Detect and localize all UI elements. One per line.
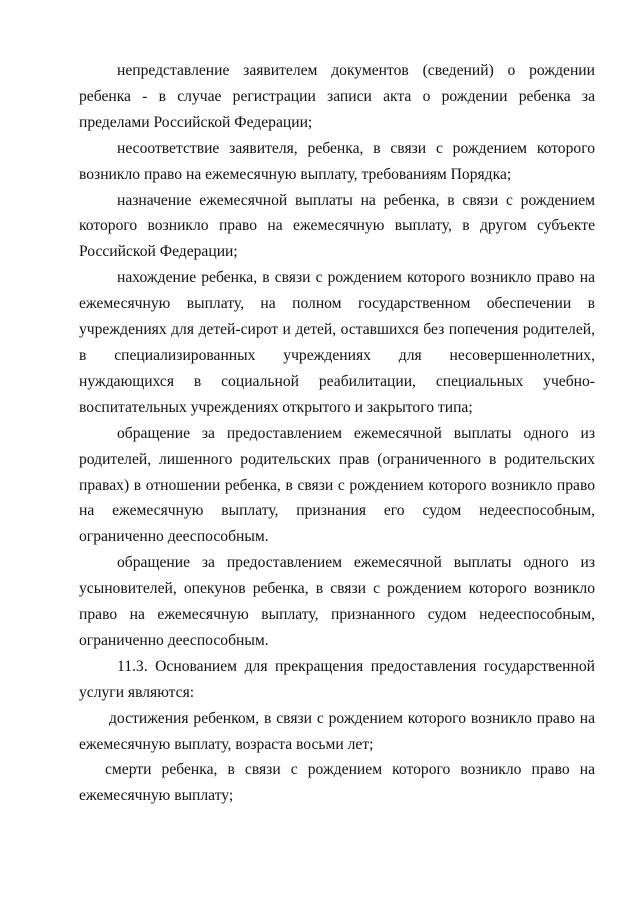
paragraph-full-state-support: нахождение ребенка, в связи с рождением которого возникло право на ежемесячную выплату, на полном государственном обеспечении в учреждениях для детей-сирот и детей, оставшихся без попечения родителей, в специализированных учреждениях для несовершеннолетних, нуждающихся в социальной реабилитации, специальных учебно-воспитательных учреждениях открытого и закрытого типа; <box>79 269 595 416</box>
paragraph-child-age-eight: достижения ребенком, в связи с рождением которого возникло право на ежемесячную выплату, возраста восьми лет; <box>79 709 595 753</box>
section-11-3-heading: 11.3. Основанием для прекращения предоставления государственной услуги являются: <box>79 657 595 701</box>
paragraph-guardian-incapacitated: обращение за предоставлением ежемесячной выплаты одного из усыновителей, опекунов ребенка, в связи с рождением которого возникло право на ежемесячную выплату, признанного судом недееспособным, ограниченно дееспособным. <box>79 554 595 649</box>
paragraph-parent-deprived-rights: обращение за предоставлением ежемесячной выплаты одного из родителей, лишенного родительских прав (ограниченного в родительских правах) в отношении ребенка, в связи с рождением которого возникло право на ежемесячную выплату, признания его судом недееспособным, ограниченно дееспособным. <box>79 424 595 546</box>
paragraph-child-death: смерти ребенка, в связи с рождением которого возникло право на ежемесячную выплату; <box>79 761 595 805</box>
paragraph-payment-other-region: назначение ежемесячной выплаты на ребенка, в связи с рождением которого возникло право на ежемесячную выплату, в другом субъекте Российской Федерации; <box>79 191 595 261</box>
paragraph-applicant-nonconformity: несоответствие заявителя, ребенка, в связи с рождением которого возникло право на ежемесячную выплату, требованиям Порядка; <box>79 139 595 183</box>
document-body <box>79 58 595 809</box>
paragraph-missing-birth-documents: непредставление заявителем документов (сведений) о рождении ребенка - в случае регистрации записи акта о рождении ребенка за пределами Российской Федерации; <box>79 62 595 131</box>
